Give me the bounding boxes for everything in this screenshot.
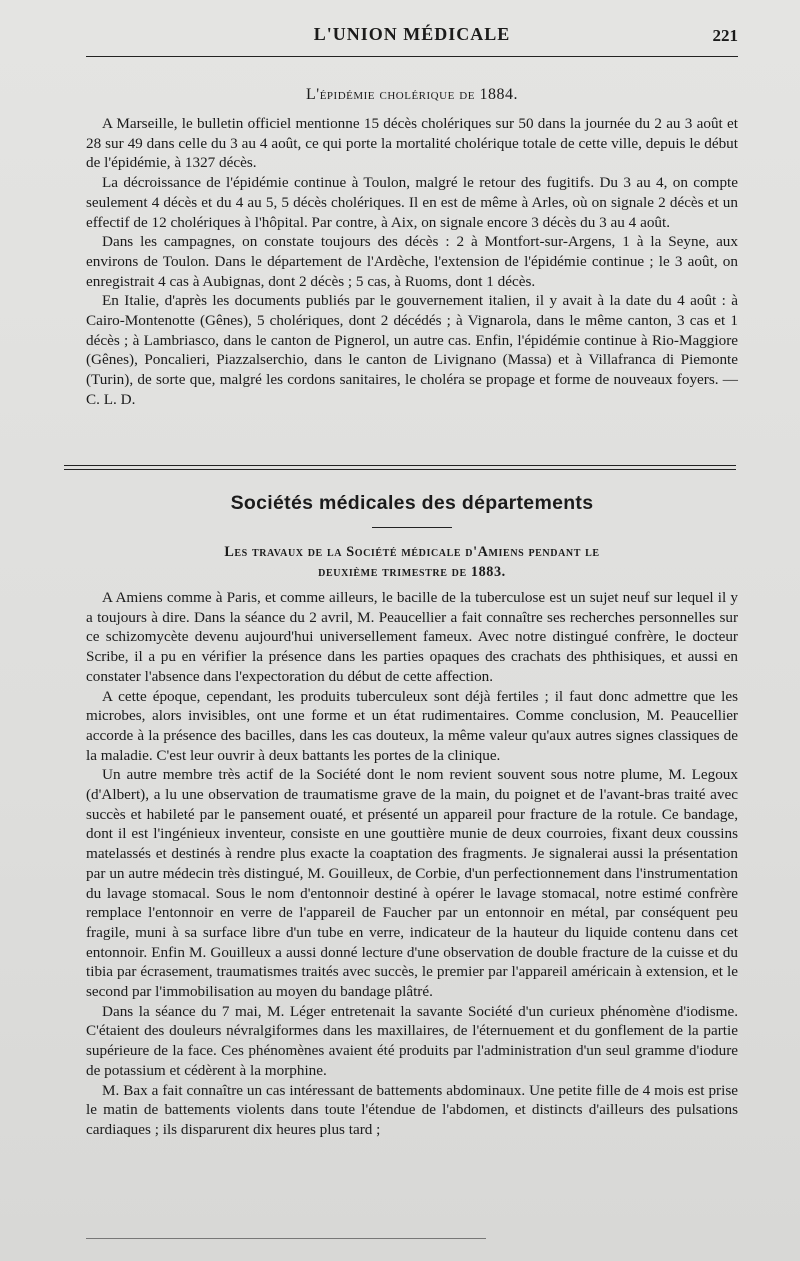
- bottom-rule: [86, 1238, 486, 1239]
- amiens-paragraph-5: M. Bax a fait connaître un cas intéressant de battements abdominaux. Une petite fille de 4 mois est prise le matin de battements violents dans toute l'étendue de l'abdomen, et distincts d'ailleurs des pulsations cardiaques ; ils disparurent dix heures plus tard ;: [86, 1081, 738, 1138]
- amiens-paragraph-1: A Amiens comme à Paris, et comme ailleurs, le bacille de la tuberculose est un sujet neuf sur lequel il y a toujours à dire. Dans la séance du 2 avril, M. Peaucellier a fait connaître ses recherches personnelles sur ce schizomycète devenu aujourd'hui universellement fameux. Avec notre distingué confrère, le docteur Scribe, il a pu en vérifier la présence dans les parties opaques des crachats des phthisiques, et aussi en constater l'absence dans l'expectoration du début de cette affection.: [86, 589, 738, 685]
- cholera-paragraph-2: La décroissance de l'épidémie continue à Toulon, malgré le retour des fugitifs. Du 3 au 4, on compte seulement 4 décès et du 4 au 5, 5 décès cholériques. Il en est de même à Arles, où on signale 2 décès et un effectif de 12 cholériques à l'hôpital. Par contre, à Aix, on signale encore 3 décès du 3 au 4 août.: [86, 174, 738, 231]
- title-underline: [372, 527, 452, 528]
- journal-title: L'UNION MÉDICALE: [313, 24, 511, 44]
- header-rule: [86, 56, 738, 57]
- page-number: 221: [712, 26, 738, 45]
- section-divider-bottom: [64, 469, 736, 470]
- section-societes: [86, 492, 738, 1140]
- section-cholera: [86, 86, 738, 410]
- cholera-heading: L'épidémie cholérique de 1884.: [306, 86, 518, 103]
- cholera-paragraph-3: Dans les campagnes, on constate toujours des décès : 2 à Montfort-sur-Argens, 1 à la Seyne, aux environs de Toulon. Dans le département de l'Ardèche, l'extension de l'épidémie continue ; le 3 août, on enregistrait 4 cas à Aubignas, dont 2 décès ; 5 cas, à Ruoms, dont 1 décès.: [86, 233, 738, 290]
- cholera-paragraph-4: En Italie, d'après les documents publiés par le gouvernement italien, il y avait à la date du 4 août : à Cairo-Montenotte (Gênes), 5 cholériques, dont 2 décédés ; à Vignarola, dans le même canton, 3 cas et 1 décès ; à Lambriasco, dans le canton de Pignerol, un autre cas. Enfin, l'épidémie continue à Rio-Maggiore (Gênes), Poncalieri, Piazzalserchio, dans le canton de Livignano (Massa) et à Villafranca di Piemonte (Turin), de sorte que, malgré les cordons sanitaires, le choléra se propage et forme de nouveaux foyers. — C. L. D.: [86, 292, 738, 408]
- running-head: [86, 24, 738, 50]
- amiens-paragraph-4: Dans la séance du 7 mai, M. Léger entretenait la savante Société d'un curieux phénomène d'iodisme. C'étaient des douleurs névralgiformes dans les maxillaires, de l'éternuement et du gonflement de la partie supérieure de la face. Ces phénomènes avaient été produits par l'administration d'un seul gramme d'iodure de potassium et cédèrent à la morphine.: [86, 1002, 738, 1079]
- subtitle-line-2: deuxième trimestre de 1883.: [318, 564, 506, 580]
- amiens-paragraph-2: A cette époque, cependant, les produits tuberculeux sont déjà fertiles ; il faut donc admettre que les microbes, alors invisibles, ont une forme et un état rudimentaires. Comme conclusion, M. Peaucellier accorde à la présence des bacilles, dans les cas douteux, la même valeur qu'aux autres signes classiques de la maladie. C'est leur ouvrir à deux battants les portes de la clinique.: [86, 687, 738, 764]
- section-title: Sociétés médicales des départements: [230, 492, 594, 514]
- cholera-paragraph-1: A Marseille, le bulletin officiel mentionne 15 décès cholériques sur 50 dans la journée du 2 au 3 août et 28 sur 49 dans celle du 3 au 4 août, ce qui porte la mortalité cholérique totale de cette ville, depuis le début de l'épidémie, à 1327 décès.: [86, 115, 738, 172]
- amiens-paragraph-3: Un autre membre très actif de la Société dont le nom revient souvent sous notre plume, M. Legoux (d'Albert), a lu une observation de traumatisme grave de la main, du poignet et de l'avant-bras traité avec succès et habileté par le pansement ouaté, et présenté un appareil pour fracture de la rotule. Ce bandage, dont il est l'ingénieux inventeur, consiste en une gouttière munie de deux courroies, fixant deux coussins matelassés et destinés à rendre plus exacte la coaptation des fragments. Je signalerai aussi la présentation par un autre médecin très distingué, M. Gouilleux, de Corbie, d'un perfectionnement dans l'instrumentation du lavage stomacal. Sous le nom d'entonnoir destiné à opérer le lavage stomacal, notre estimé confrère remplace l'entonnoir en verre de l'appareil de Faucher par un entonnoir en métal, par conséquent peu fragile, muni à sa surface libre d'un tube en verre, indicateur de la hauteur du liquide contenu dans cet entonnoir. Enfin M. Gouilleux a aussi donné lecture d'une observation de double fracture de la cuisse et du tibia par écrasement, traumatismes traités avec succès, le premier par l'appareil américain à extension, et le second par l'immobilisation au moyen du bandage plâtré.: [86, 766, 738, 1001]
- subtitle-line-1: Les travaux de la Société médicale d'Amiens pendant le: [224, 544, 600, 560]
- section-divider-top: [64, 465, 736, 466]
